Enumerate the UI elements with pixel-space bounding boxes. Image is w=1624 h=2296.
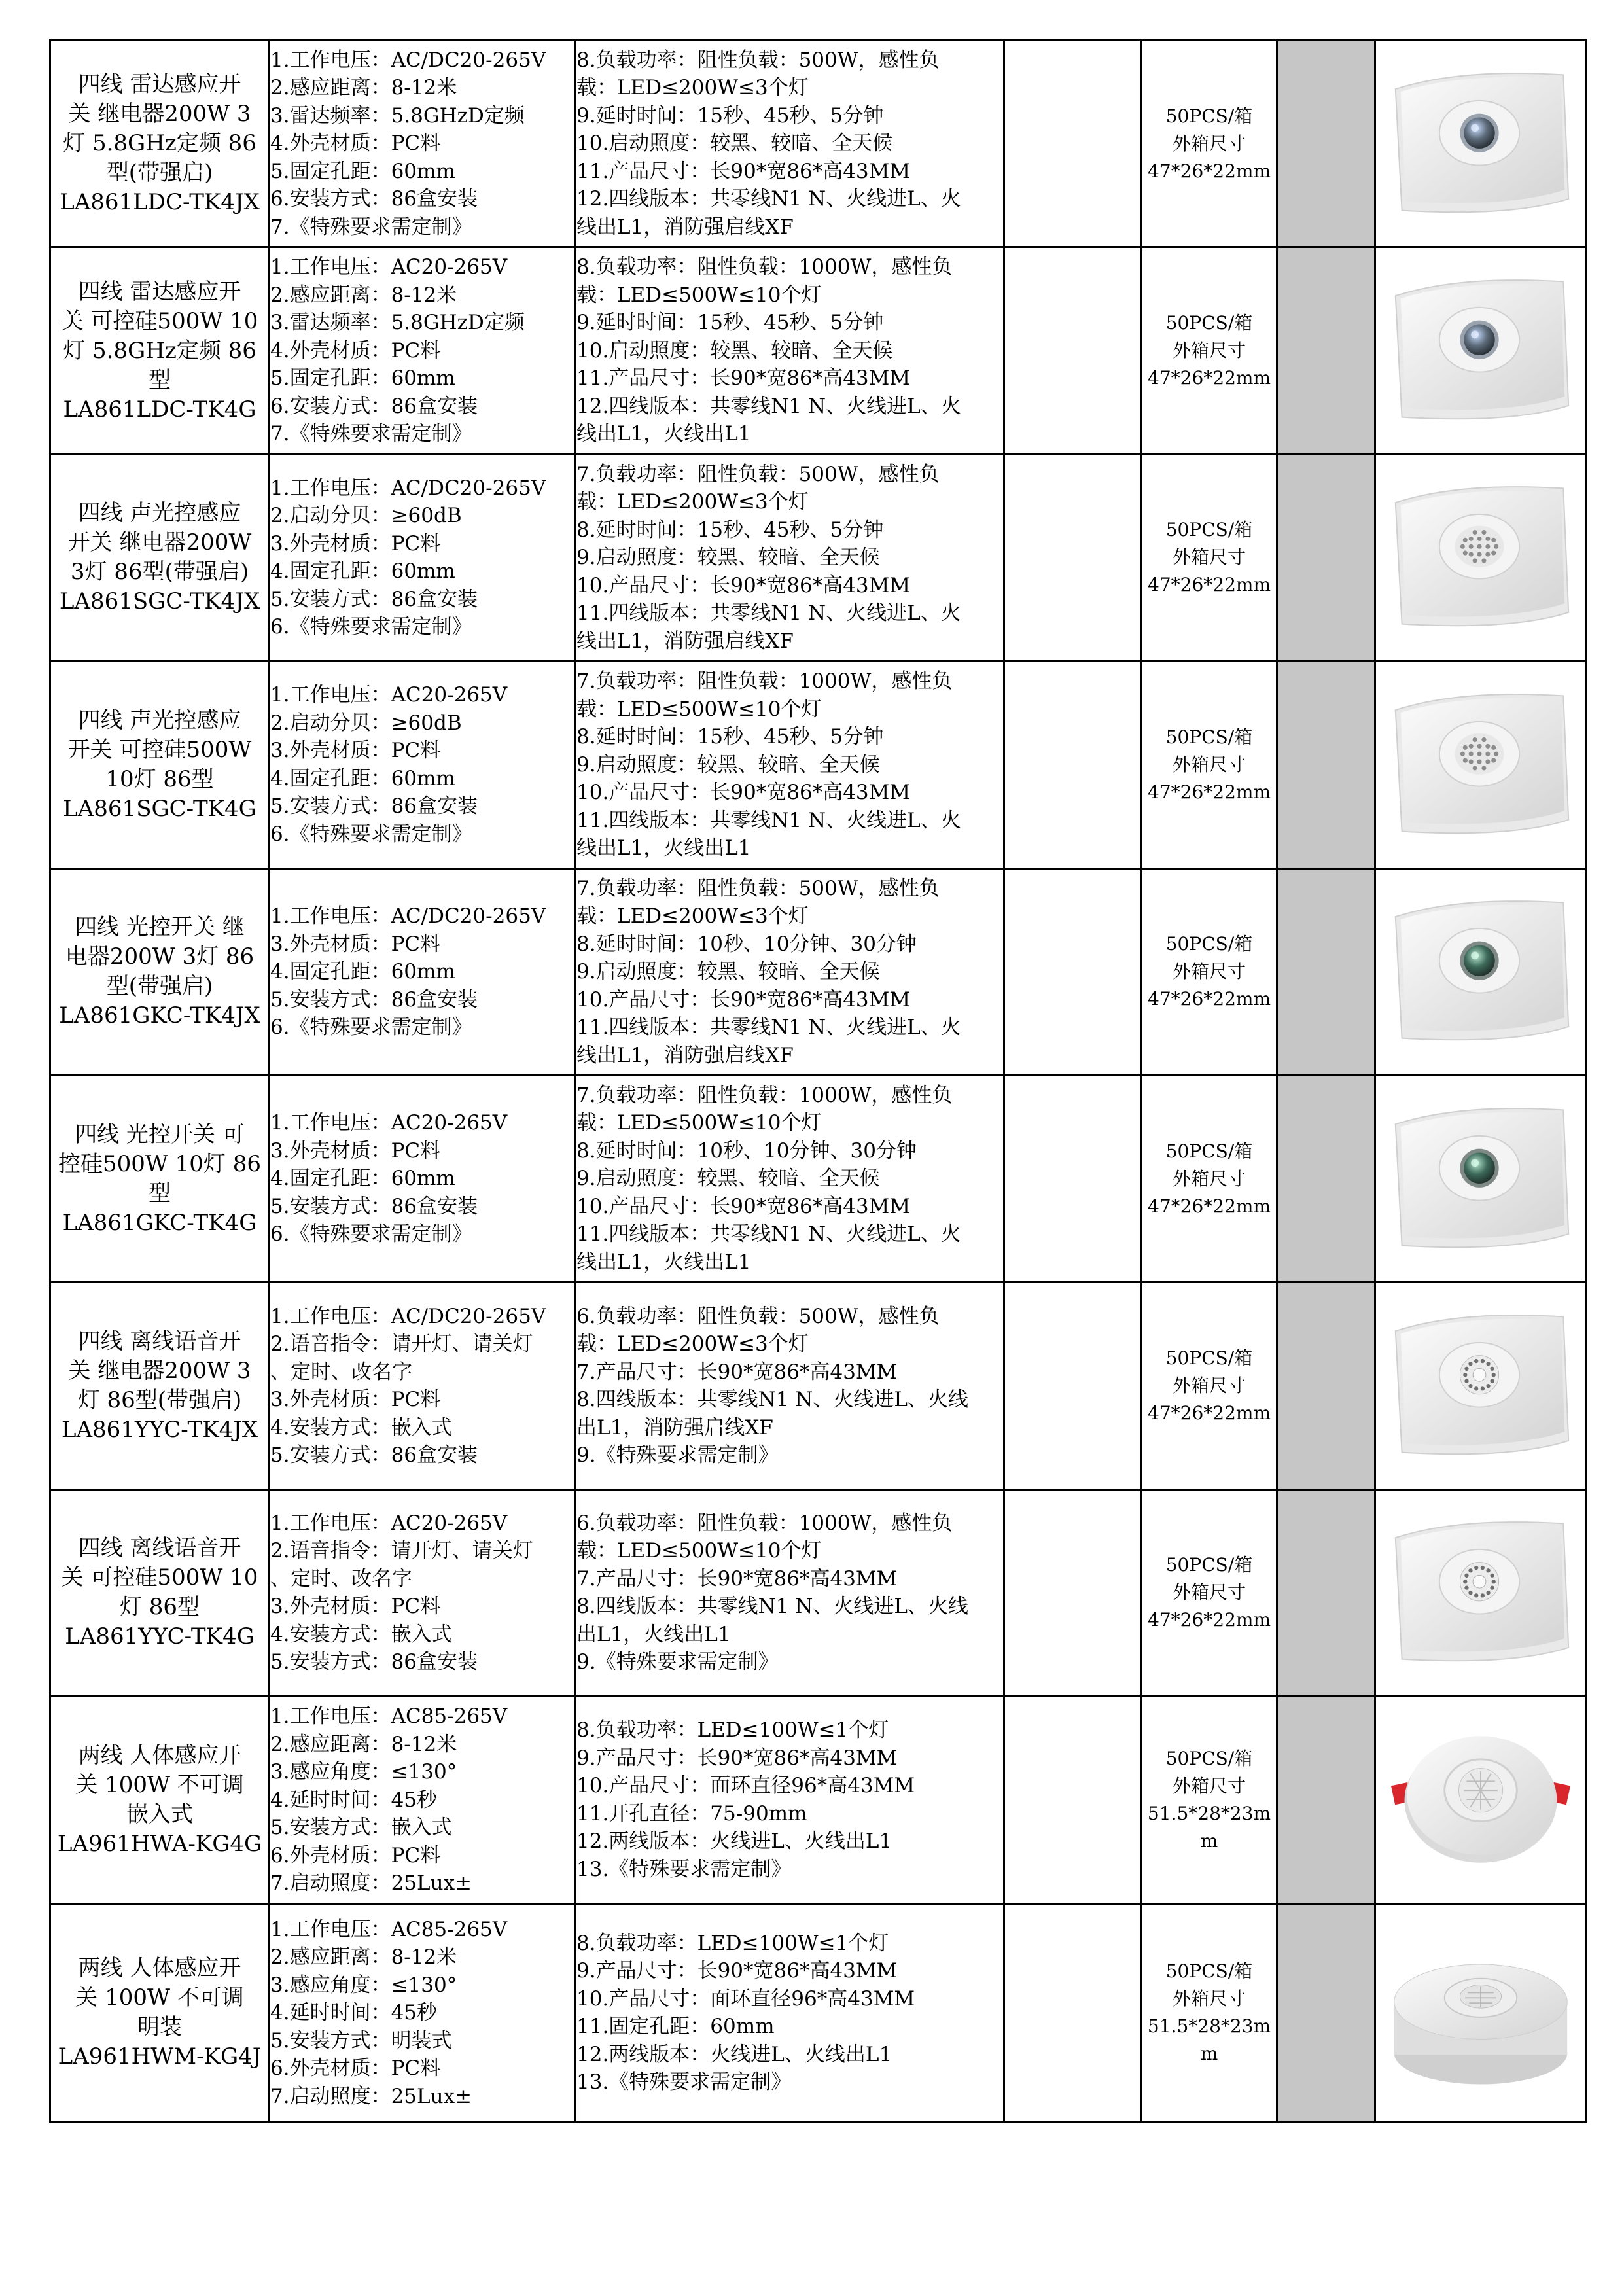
spec-item: 线出L1，火线出L1 [576,422,751,446]
spec-item: 8.延时时间：15秒、45秒、5分钟 [576,518,884,542]
packing-line: 47*26*22mm [1148,1195,1271,1217]
spec-item: 7.产品尺寸：长90*宽86*高43MM [576,1566,898,1591]
product-name-cell [50,1697,270,1903]
product-image-cell [1375,247,1587,454]
spec-item: 10.启动照度：较黑、较暗、全天候 [576,338,893,362]
product-row [50,41,1587,247]
packing-line: 50PCS/箱 [1165,1960,1253,1983]
packing-line: 51.5*28*23m [1147,2015,1271,2038]
packing-line: m [1200,1829,1218,1852]
spec-item: 5.固定孔距：60mm [270,366,455,391]
product-name-line: 两线 人体感应开 [78,1742,241,1769]
packing-line: 50PCS/箱 [1165,726,1253,748]
spec-item: 载：LED≤500W≤10个灯 [576,1111,822,1135]
spec-list-primary [270,41,576,247]
spec-item: 载：LED≤200W≤3个灯 [576,1332,809,1356]
spec-item: 4.固定孔距：60mm [270,559,455,584]
spec-item: 4.外壳材质：PC料 [270,132,441,156]
spec-item: 9.启动照度：较黑、较暗、全天候 [576,960,880,983]
spec-item: 1.工作电压：AC85-265V [270,1704,508,1729]
product-name-line: 关 继电器200W 3 [68,1358,251,1385]
product-image-cell [1375,1489,1587,1696]
product-name-line: 灯 86型(带强启) [77,1387,242,1414]
product-image-cell [1375,1697,1587,1903]
packing-info-cell [1142,247,1277,454]
packing-line: 50PCS/箱 [1165,933,1253,955]
product-model-code: LA861SGC-TK4JX [59,588,260,615]
spec-item: 7.《特殊要求需定制》 [270,422,472,446]
product-model-code: LA861YYC-TK4G [65,1623,255,1650]
packing-line: 50PCS/箱 [1165,1347,1253,1369]
spec-item: 8.延时时间：10秒、10分钟、30分钟 [576,932,917,956]
spec-item: 线出L1，消防强启线XF [576,629,794,653]
spec-item: 1.工作电压：AC/DC20-265V [270,476,546,500]
spec-item: 2.感应距离：8-12米 [270,283,457,307]
spec-item: 10.产品尺寸：长90*宽86*高43MM [576,987,911,1012]
spec-item: 6.《特殊要求需定制》 [270,1016,472,1039]
spec-item: 载：LED≤500W≤10个灯 [576,283,822,307]
spec-item: 8.负载功率：LED≤100W≤1个灯 [576,1718,889,1742]
packing-info-cell [1142,1903,1277,2122]
spec-item: 、定时、改名字 [270,1566,412,1591]
spec-list-secondary [576,454,1004,661]
gray-spacer-cell [1277,662,1375,868]
product-row [50,1282,1587,1489]
spec-item: 出L1，消防强启线XF [576,1415,773,1439]
product-name-line: 四线 离线语音开 [78,1535,241,1562]
packing-line: m [1200,2043,1218,2065]
spec-item: 1.工作电压：AC20-265V [270,1511,508,1535]
spec-item: 9.产品尺寸：长90*宽86*高43MM [576,1746,898,1770]
spec-item: 10.产品尺寸：面环直径96*高43MM [576,1987,915,2011]
spec-item: 1.工作电压：AC20-265V [270,255,508,279]
spec-item: 10.产品尺寸：长90*宽86*高43MM [576,781,911,805]
product-image-cell [1375,1282,1587,1489]
spec-item: 8.四线版本：共零线N1 N、火线进L、火线 [576,1388,968,1412]
product-row [50,247,1587,454]
product-image-cell [1375,1903,1587,2122]
spec-item: 3.外壳材质：PC料 [270,739,441,763]
product-row [50,662,1587,868]
spec-item: 5.安装方式：86盒安装 [270,1650,478,1674]
product-name-line: 两线 人体感应开 [78,1955,241,1982]
spec-item: 11.开孔直径：75-90mm [576,1801,807,1826]
spec-item: 11.四线版本：共零线N1 N、火线进L、火 [576,1016,961,1039]
product-name-cell [50,868,270,1075]
empty-cell [1004,454,1142,661]
product-model-code: LA861LDC-TK4JX [60,189,260,216]
product-name-line: 控硅500W 10灯 86 [58,1150,261,1177]
product-name-line: 灯 5.8GHz定频 86 [63,130,256,157]
packing-info-cell [1142,1075,1277,1282]
packing-line: 50PCS/箱 [1165,1554,1253,1576]
spec-list-primary [270,1075,576,1282]
spec-item: 载：LED≤200W≤3个灯 [576,490,809,514]
spec-item: 8.负载功率：LED≤100W≤1个灯 [576,1931,889,1955]
spec-item: 5.安装方式：86盒安装 [270,987,478,1012]
product-name-line: 10灯 86型 [105,766,214,792]
packing-line: 50PCS/箱 [1165,1747,1253,1769]
spec-item: 3.外壳材质：PC料 [270,1388,441,1412]
product-name-line: 型 [149,1180,171,1207]
spec-list-primary [270,454,576,661]
spec-list-primary [270,662,576,868]
empty-cell [1004,1697,1142,1903]
spec-item: 4.外壳材质：PC料 [270,338,441,362]
spec-item: 2.启动分贝：≥60dB [270,711,462,735]
empty-cell [1004,868,1142,1075]
spec-item: 4.延时时间：45秒 [270,2001,438,2024]
gray-spacer-cell [1277,1903,1375,2122]
empty-cell [1004,247,1142,454]
spec-item: 5.安装方式：86盒安装 [270,587,478,611]
spec-item: 7.产品尺寸：长90*宽86*高43MM [576,1360,898,1384]
spec-item: 5.安装方式：86盒安装 [270,1194,478,1218]
packing-line: 47*26*22mm [1148,367,1271,389]
product-name-cell [50,454,270,661]
spec-item: 11.四线版本：共零线N1 N、火线进L、火 [576,1222,961,1246]
product-name-line: 四线 雷达感应开 [78,278,241,305]
spec-item: 4.延时时间：45秒 [270,1788,438,1812]
product-name-line: 关 可控硅500W 10 [61,1564,258,1591]
packing-line: 外箱尺寸 [1172,1167,1246,1190]
voice-sensor-icon [1383,1304,1579,1468]
spec-list-secondary [576,1489,1004,1696]
spec-item: 6.安装方式：86盒安装 [270,187,478,211]
packing-info-cell [1142,41,1277,247]
product-name-line: 型(带强启) [106,973,213,1000]
spec-item: 线出L1，火线出L1 [576,836,751,860]
packing-line: 50PCS/箱 [1165,1140,1253,1162]
packing-line: 51.5*28*23m [1147,1802,1271,1824]
spec-list-primary [270,1489,576,1696]
product-row [50,868,1587,1075]
product-name-cell [50,1075,270,1282]
empty-cell [1004,1075,1142,1282]
spec-item: 载：LED≤200W≤3个灯 [576,904,809,928]
packing-info-cell [1142,1282,1277,1489]
product-model-code: LA961HWA-KG4G [57,1830,262,1857]
product-name-line: 四线 雷达感应开 [78,71,241,98]
spec-item: 载：LED≤200W≤3个灯 [576,76,809,100]
packing-info-cell [1142,454,1277,661]
spec-item: 8.延时时间：15秒、45秒、5分钟 [576,725,884,749]
pir-recessed-sensor-icon [1383,1718,1579,1882]
packing-line: 50PCS/箱 [1165,312,1253,334]
product-name-line: 四线 声光控感应 [78,707,241,733]
spec-item: 10.产品尺寸：长90*宽86*高43MM [576,1194,911,1218]
packing-info-cell [1142,1697,1277,1903]
packing-line: 外箱尺寸 [1172,961,1246,983]
spec-item: 6.外壳材质：PC料 [270,1843,441,1867]
spec-item: 7.负载功率：阻性负载：500W，感性负 [576,462,940,486]
gray-spacer-cell [1277,1697,1375,1903]
spec-list-primary [270,1282,576,1489]
spec-list-secondary [576,41,1004,247]
packing-line: 47*26*22mm [1148,160,1271,182]
spec-item: 线出L1，火线出L1 [576,1250,751,1274]
product-row [50,1489,1587,1696]
spec-list-primary [270,247,576,454]
empty-cell [1004,1489,1142,1696]
packing-line: 外箱尺寸 [1172,1581,1246,1604]
packing-line: 外箱尺寸 [1172,753,1246,775]
packing-line: 外箱尺寸 [1172,132,1246,154]
spec-item: 2.语音指令：请开灯、请关灯 [270,1539,533,1563]
spec-item: 10.产品尺寸：长90*宽86*高43MM [576,573,911,597]
light-sensor-icon [1383,890,1579,1053]
spec-item: 11.产品尺寸：长90*宽86*高43MM [576,159,911,183]
spec-list-primary [270,1903,576,2122]
product-name-cell [50,1903,270,2122]
spec-item: 1.工作电压：AC20-265V [270,683,508,707]
product-name-line: 灯 86型 [119,1594,200,1621]
product-image-cell [1375,41,1587,247]
product-name-cell [50,41,270,247]
voice-sensor-icon [1383,1511,1579,1674]
spec-list-primary [270,1697,576,1903]
spec-item: 6.安装方式：86盒安装 [270,394,478,418]
spec-item: 10.产品尺寸：面环直径96*高43MM [576,1774,915,1798]
packing-line: 47*26*22mm [1148,988,1271,1010]
spec-item: 11.四线版本：共零线N1 N、火线进L、火 [576,601,961,626]
product-name-line: 四线 声光控感应 [78,500,241,527]
empty-cell [1004,1903,1142,2122]
spec-item: 1.工作电压：AC20-265V [270,1111,508,1135]
spec-item: 4.安装方式：嵌入式 [270,1415,452,1439]
product-image-cell [1375,1075,1587,1282]
packing-line: 外箱尺寸 [1172,1375,1246,1397]
packing-info-cell [1142,1489,1277,1696]
product-row [50,1903,1587,2122]
packing-info-cell [1142,662,1277,868]
spec-list-secondary [576,1075,1004,1282]
spec-item: 2.启动分贝：≥60dB [270,504,462,528]
spec-item: 2.感应距离：8-12米 [270,1732,457,1756]
spec-item: 8.延时时间：10秒、10分钟、30分钟 [576,1139,917,1163]
spec-item: 3.外壳材质：PC料 [270,1139,441,1163]
spec-list-secondary [576,662,1004,868]
spec-item: 12.两线版本：火线进L、火线出L1 [576,2042,892,2066]
gray-spacer-cell [1277,868,1375,1075]
spec-item: 9.《特殊要求需定制》 [576,1650,779,1674]
gray-spacer-cell [1277,41,1375,247]
packing-line: 外箱尺寸 [1172,1775,1246,1797]
spec-list-secondary [576,1903,1004,2122]
spec-item: 1.工作电压：AC/DC20-265V [270,1304,546,1328]
spec-item: 载：LED≤500W≤10个灯 [576,1539,822,1563]
packing-line: 47*26*22mm [1148,781,1271,803]
product-name-cell [50,1282,270,1489]
spec-item: 9.启动照度：较黑、较暗、全天候 [576,1167,880,1191]
product-name-line: 四线 光控开关 可 [75,1121,245,1148]
packing-line: 外箱尺寸 [1172,546,1246,569]
product-image-cell [1375,868,1587,1075]
packing-line: 47*26*22mm [1148,1402,1271,1424]
radar-sensor-icon [1383,269,1579,433]
spec-item: 6.《特殊要求需定制》 [270,822,472,846]
spec-item: 13.《特殊要求需定制》 [576,1857,792,1881]
spec-item: 4.安装方式：嵌入式 [270,1622,452,1646]
spec-item: 7.负载功率：阻性负载：1000W，感性负 [576,669,953,694]
spec-item: 3.外壳材质：PC料 [270,932,441,956]
spec-item: 出L1，火线出L1 [576,1622,731,1646]
product-name-line: 开关 继电器200W [67,529,252,556]
packing-line: 外箱尺寸 [1172,1988,1246,2010]
product-name-line: 电器200W 3灯 86 [65,944,255,970]
spec-list-primary [270,868,576,1075]
spec-item: 5.固定孔距：60mm [270,159,455,183]
gray-spacer-cell [1277,1489,1375,1696]
product-name-cell [50,247,270,454]
spec-item: 7.负载功率：阻性负载：1000W，感性负 [576,1083,953,1107]
spec-item: 9.延时时间：15秒、45秒、5分钟 [576,311,884,335]
packing-info-cell [1142,868,1277,1075]
spec-item: 10.启动照度：较黑、较暗、全天候 [576,132,893,156]
product-name-line: 关 继电器200W 3 [68,101,251,128]
spec-item: 12.两线版本：火线进L、火线出L1 [576,1829,892,1854]
gray-spacer-cell [1277,1075,1375,1282]
light-sensor-icon [1383,1097,1579,1261]
spec-item: 9.启动照度：较黑、较暗、全天候 [576,752,880,777]
spec-item: 11.固定孔距：60mm [576,2015,775,2039]
spec-item: 1.工作电压：AC85-265V [270,1917,508,1941]
empty-cell [1004,41,1142,247]
spec-item: 8.四线版本：共零线N1 N、火线进L、火线 [576,1595,968,1619]
spec-item: 4.固定孔距：60mm [270,766,455,790]
spec-item: 5.安装方式：明装式 [270,2028,452,2053]
pir-surface-sensor-icon [1383,1931,1579,2094]
spec-item: 2.语音指令：请开灯、请关灯 [270,1332,533,1356]
gray-spacer-cell [1277,454,1375,661]
product-name-line: 四线 光控开关 继 [75,914,245,941]
product-model-code: LA861GKC-TK4JX [59,1002,260,1029]
product-table-body [50,41,1587,2123]
product-name-line: 开关 可控硅500W [67,736,252,763]
product-table [49,39,1587,2123]
sound-sensor-icon [1383,683,1579,847]
spec-list-secondary [576,247,1004,454]
spec-item: 3.外壳材质：PC料 [270,1595,441,1619]
product-image-cell [1375,454,1587,661]
product-name-line: 关 100W 不可调 [75,1771,244,1798]
spec-item: 7.负载功率：阻性负载：500W，感性负 [576,876,940,900]
product-name-line: 型 [149,366,171,393]
gray-spacer-cell [1277,1282,1375,1489]
spec-item: 线出L1，消防强启线XF [576,1043,794,1067]
spec-item: 6.《特殊要求需定制》 [270,1222,472,1246]
packing-line: 47*26*22mm [1148,574,1271,596]
product-model-code: LA961HWM-KG4J [58,2043,262,2070]
spec-item: 3.雷达频率：5.8GHzD定频 [270,103,525,128]
product-row [50,1075,1587,1282]
spec-item: 11.产品尺寸：长90*宽86*高43MM [576,366,911,391]
spec-item: 9.启动照度：较黑、较暗、全天候 [576,546,880,570]
spec-item: 6.外壳材质：PC料 [270,2057,441,2080]
spec-item: 4.固定孔距：60mm [270,960,455,983]
spec-item: 12.四线版本：共零线N1 N、火线进L、火 [576,394,961,418]
spec-item: 5.安装方式：86盒安装 [270,1443,478,1468]
packing-line: 50PCS/箱 [1165,519,1253,541]
spec-item: 3.感应角度：≤130° [270,1973,457,1997]
spec-item: 3.外壳材质：PC料 [270,531,441,556]
product-model-code: LA861SGC-TK4G [63,795,256,822]
spec-item: 3.雷达频率：5.8GHzD定频 [270,311,525,335]
packing-line: 外箱尺寸 [1172,340,1246,362]
spec-item: 5.安装方式：嵌入式 [270,1816,452,1840]
spec-list-secondary [576,868,1004,1075]
spec-item: 线出L1，消防强启线XF [576,215,794,239]
spec-list-secondary [576,1697,1004,1903]
sound-sensor-icon [1383,476,1579,639]
product-name-line: 嵌入式 [126,1801,193,1828]
spec-item: 12.四线版本：共零线N1 N、火线进L、火 [576,187,961,211]
product-model-code: LA861LDC-TK4G [63,396,256,423]
product-name-line: 关 100W 不可调 [75,1985,244,2011]
spec-item: 11.四线版本：共零线N1 N、火线进L、火 [576,808,961,832]
spec-item: 9.延时时间：15秒、45秒、5分钟 [576,103,884,128]
spec-item: 2.感应距离：8-12米 [270,1945,457,1969]
spec-item: 13.《特殊要求需定制》 [576,2070,792,2094]
product-name-line: 型(带强启) [106,160,213,186]
spec-item: 8.负载功率：阻性负载：500W，感性负 [576,48,940,72]
spec-item: 2.感应距离：8-12米 [270,76,457,100]
product-name-line: 四线 离线语音开 [78,1328,241,1355]
spec-item: 6.负载功率：阻性负载：1000W，感性负 [576,1511,953,1535]
spec-list-secondary [576,1282,1004,1489]
spec-item: 9.《特殊要求需定制》 [576,1443,779,1468]
product-model-code: LA861GKC-TK4G [62,1209,257,1236]
packing-line: 47*26*22mm [1148,1609,1271,1631]
spec-item: 载：LED≤500W≤10个灯 [576,697,822,721]
spec-item: 、定时、改名字 [270,1360,412,1384]
radar-sensor-icon [1383,62,1579,226]
product-row [50,1697,1587,1903]
product-name-cell [50,1489,270,1696]
spec-item: 4.固定孔距：60mm [270,1167,455,1191]
product-row [50,454,1587,661]
spec-item: 9.产品尺寸：长90*宽86*高43MM [576,1959,898,1983]
spec-item: 7.启动照度：25Lux± [270,2084,472,2108]
product-name-line: 灯 5.8GHz定频 86 [63,337,256,364]
product-name-line: 关 可控硅500W 10 [61,308,258,334]
spec-item: 7.《特殊要求需定制》 [270,215,472,239]
spec-item: 6.负载功率：阻性负载：500W，感性负 [576,1304,940,1328]
empty-cell [1004,1282,1142,1489]
spec-item: 8.负载功率：阻性负载：1000W，感性负 [576,255,953,279]
empty-cell [1004,662,1142,868]
spec-item: 6.《特殊要求需定制》 [270,615,472,639]
gray-spacer-cell [1277,247,1375,454]
product-image-cell [1375,662,1587,868]
spec-item: 1.工作电压：AC/DC20-265V [270,48,546,72]
product-name-line: 明装 [137,2014,182,2041]
product-name-line: 3灯 86型(带强启) [70,559,249,586]
spec-item: 7.启动照度：25Lux± [270,1871,472,1896]
packing-line: 50PCS/箱 [1165,105,1253,127]
spec-item: 1.工作电压：AC/DC20-265V [270,904,546,928]
spec-item: 3.感应角度：≤130° [270,1760,457,1784]
product-name-cell [50,662,270,868]
product-model-code: LA861YYC-TK4JX [61,1417,258,1443]
spec-item: 5.安装方式：86盒安装 [270,794,478,819]
